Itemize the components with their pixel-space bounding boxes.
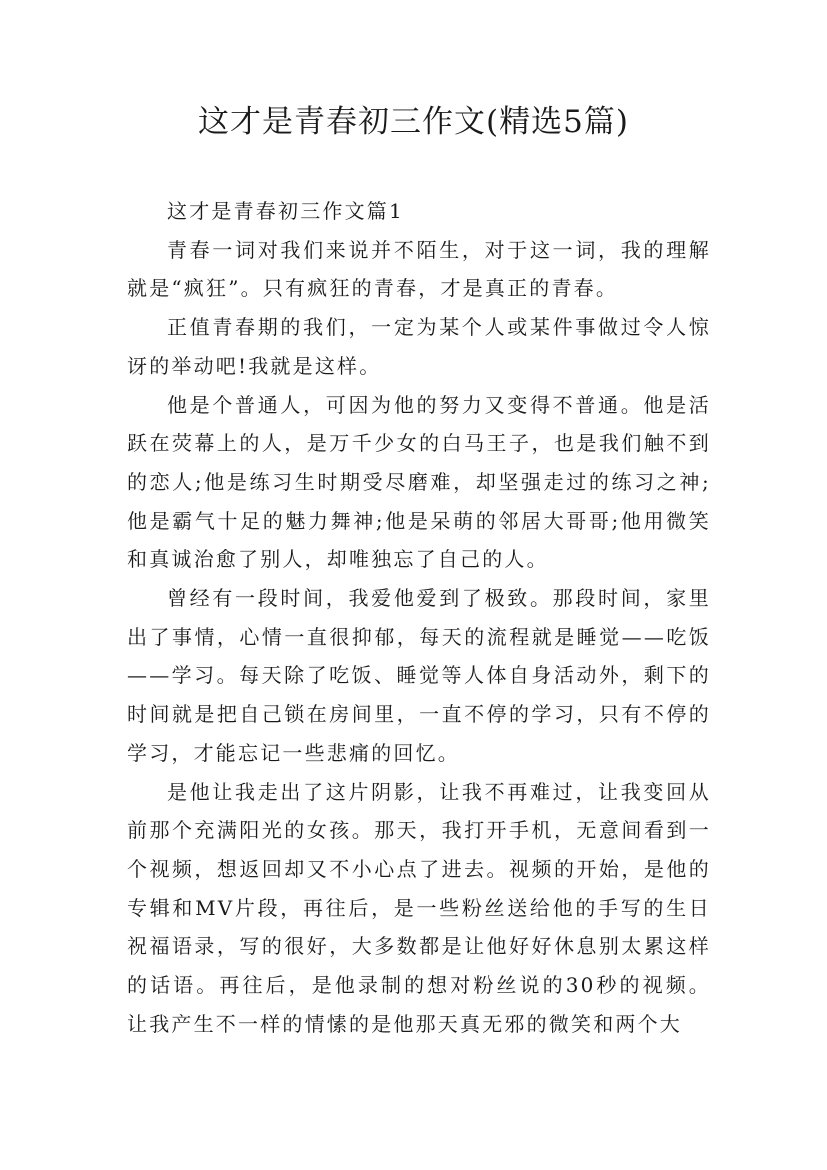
- paragraph-3: 他是个普通人，可因为他的努力又变得不普通。他是活跃在荧幕上的人，是万千少女的白马王子，也是我们触不到的恋人;他是练习生时期受尽磨难，却坚强走过的练习之神;他是霸气十足的魅力舞神;他是呆萌的邻居大哥哥;他用微笑和真诚治愈了别人，却唯独忘了自己的人。: [127, 392, 711, 572]
- section-heading: 这才是青春初三作文篇1: [167, 199, 404, 223]
- paragraph-1: 青春一词对我们来说并不陌生，对于这一词，我的理解就是“疯狂”。只有疯狂的青春，才是真正的青春。: [127, 237, 711, 301]
- paragraph-2: 正值青春期的我们，一定为某个人或某件事做过令人惊讶的举动吧!我就是这样。: [127, 315, 711, 378]
- paragraph-5: 是他让我走出了这片阴影，让我不再难过，让我变回从前那个充满阳光的女孩。那天，我打开手机，无意间看到一个视频，想返回却又不小心点了进去。视频的开始，是他的专辑和MV片段，再往后，是一些粉丝送给他的手写的生日祝福语录，写的很好，大多数都是让他好好休息别太累这样的话语。再往后，是他录制的想对粉丝说的30秒的视频。让我产生不一样的情愫的是他那天真无邪的微笑和两个大: [127, 779, 711, 1036]
- document-title: 这才是青春初三作文(精选5篇): [198, 104, 629, 140]
- paragraph-4: 曾经有一段时间，我爱他爱到了极致。那段时间，家里出了事情，心情一直很抑郁，每天的流程就是睡觉——吃饭——学习。每天除了吃饭、睡觉等人体自身活动外，剩下的时间就是把自己锁在房间里，一直不停的学习，只有不停的学习，才能忘记一些悲痛的回忆。: [127, 586, 711, 765]
- document-body: [127, 192, 711, 1043]
